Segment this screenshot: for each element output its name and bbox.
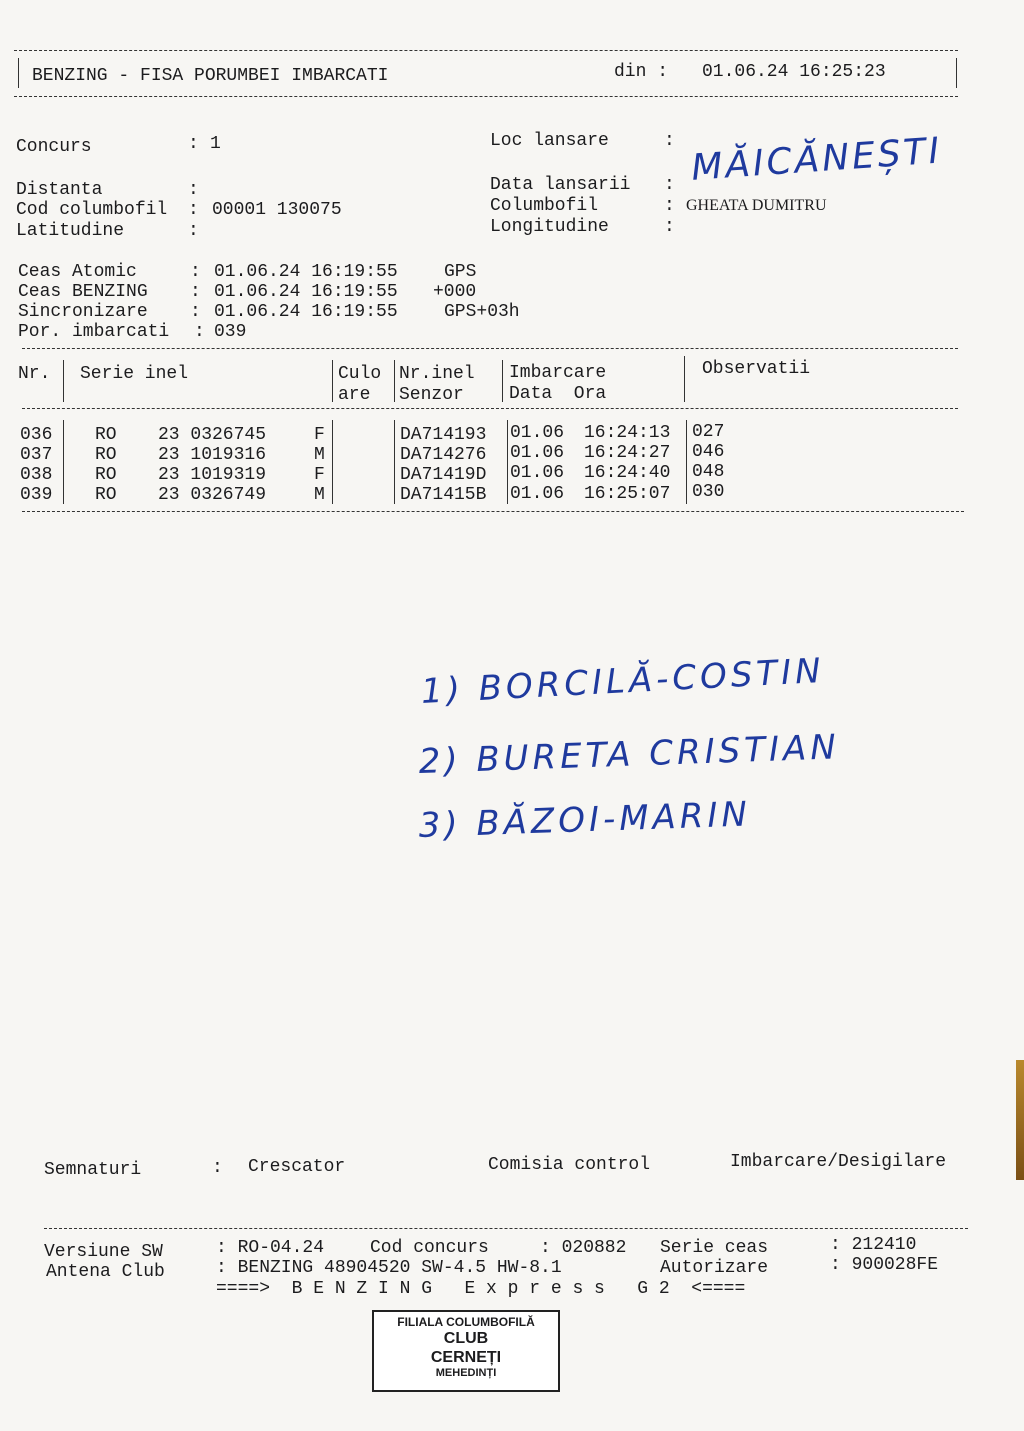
cod-columbofil-sep: : xyxy=(188,200,199,220)
header-datetime: 01.06.24 16:25:23 xyxy=(702,62,886,82)
row-senzor: DA71415B xyxy=(400,485,487,505)
serie-ceas-value: : 212410 xyxy=(830,1235,917,1255)
row-senzor: DA714193 xyxy=(400,425,487,445)
row-data: 01.06 xyxy=(510,443,565,463)
signature-imbarcare: Imbarcare/Desigilare xyxy=(730,1152,947,1172)
clock-sep: : xyxy=(190,302,201,322)
row-sex: F xyxy=(314,425,325,445)
row-data: 01.06 xyxy=(510,463,565,483)
antena-value: : BENZING 48904520 SW-4.5 HW-8.1 xyxy=(216,1258,562,1278)
table-bottom-rule xyxy=(22,511,964,512)
clock-sep: : xyxy=(190,262,201,282)
concurs-sep: : xyxy=(188,134,199,154)
serie-ceas-label: Serie ceas xyxy=(660,1238,769,1258)
concurs-value: 1 xyxy=(210,134,221,154)
header-nr: Nr. xyxy=(18,364,51,384)
data-lansarii-sep: : xyxy=(664,175,675,195)
latitudine-label: Latitudine xyxy=(16,221,125,241)
column-divider xyxy=(684,356,685,402)
column-divider xyxy=(394,360,395,402)
row-ora: 16:24:13 xyxy=(584,423,671,443)
column-divider xyxy=(63,420,64,504)
express-line: ====> B E N Z I N G E x p r e s s G 2 <==== xyxy=(216,1279,746,1299)
longitudine-sep: : xyxy=(664,217,675,237)
row-country: RO xyxy=(95,445,117,465)
table-header-rule xyxy=(22,408,958,409)
header-din-label: din : xyxy=(614,62,669,82)
signature-crescator: Crescator xyxy=(248,1157,346,1177)
header-nr-inel: Nr.inel xyxy=(399,364,475,384)
header-imbarcare: Imbarcare xyxy=(509,363,607,383)
row-country: RO xyxy=(95,465,117,485)
column-divider xyxy=(332,360,333,402)
semnaturi-label: Semnaturi xyxy=(44,1160,142,1180)
handwritten-name: 1) BORCILĂ-COSTIN xyxy=(420,650,826,712)
clock-extra: GPS xyxy=(444,262,477,282)
cod-concurs-label: Cod concurs xyxy=(370,1238,489,1258)
club-stamp xyxy=(372,1310,560,1392)
stamp-line: MEHEDINȚI xyxy=(435,1367,497,1379)
row-data: 01.06 xyxy=(510,423,565,443)
column-divider xyxy=(394,420,395,504)
header-culoare-1: Culo xyxy=(338,364,382,384)
row-obs: 027 xyxy=(692,422,725,442)
stamp-line: FILIALA COLUMBOFILĂ xyxy=(397,1315,535,1329)
column-divider xyxy=(502,360,503,402)
por-imbarcati-label: Por. imbarcati xyxy=(18,322,170,342)
autorizare-label: Autorizare xyxy=(660,1258,769,1278)
row-obs: 030 xyxy=(692,482,725,502)
header-bottom-rule xyxy=(14,96,958,97)
columbofil-label: Columbofil xyxy=(490,196,599,216)
row-nr: 039 xyxy=(20,485,53,505)
clock-extra: +000 xyxy=(433,282,477,302)
column-divider xyxy=(63,360,64,402)
row-country: RO xyxy=(95,425,117,445)
footer-rule xyxy=(44,1228,968,1229)
row-sex: M xyxy=(314,485,325,505)
row-country: RO xyxy=(95,485,117,505)
row-serie: 23 1019319 xyxy=(158,465,267,485)
clock-value: 01.06.24 16:19:55 xyxy=(214,282,398,302)
document-title: BENZING - FISA PORUMBEI IMBARCATI xyxy=(32,66,389,86)
stamp-line: CERNEȚI xyxy=(430,1349,502,1366)
row-sex: F xyxy=(314,465,325,485)
handwritten-name: 2) BURETA CRISTIAN xyxy=(418,727,841,782)
cod-columbofil-value: 00001 130075 xyxy=(212,200,342,220)
clock-label: Ceas Atomic xyxy=(18,262,137,282)
table-top-rule xyxy=(22,348,958,349)
scan-edge xyxy=(1016,1060,1024,1180)
clock-extra: GPS+03h xyxy=(444,302,520,322)
data-lansarii-label: Data lansarii xyxy=(490,175,631,195)
header-observatii: Observatii xyxy=(702,359,811,379)
clock-value: 01.06.24 16:19:55 xyxy=(214,302,398,322)
header-culoare-2: are xyxy=(338,385,371,405)
header-left-border xyxy=(18,58,19,88)
row-serie: 23 0326745 xyxy=(158,425,267,445)
semnaturi-sep: : xyxy=(212,1158,223,1178)
row-ora: 16:24:40 xyxy=(584,463,671,483)
handwritten-name: 3) BĂZOI-MARIN xyxy=(418,794,752,846)
row-obs: 048 xyxy=(692,462,725,482)
versiune-value: : RO-04.24 xyxy=(216,1238,325,1258)
autorizare-value: : 900028FE xyxy=(830,1255,939,1275)
distanta-label: Distanta xyxy=(16,180,103,200)
handwritten-location: MĂICĂNEȘTI xyxy=(690,130,944,189)
clock-label: Sincronizare xyxy=(18,302,148,322)
row-nr: 037 xyxy=(20,445,53,465)
header-top-rule xyxy=(14,50,958,51)
columbofil-value: GHEATA DUMITRU xyxy=(686,197,827,214)
header-senzor: Senzor xyxy=(399,385,464,405)
stamp-line: CLUB xyxy=(443,1330,489,1347)
header-serie-inel: Serie inel xyxy=(80,364,189,384)
row-data: 01.06 xyxy=(510,484,565,504)
header-data-ora: Data Ora xyxy=(509,384,607,404)
row-obs: 046 xyxy=(692,442,725,462)
row-sex: M xyxy=(314,445,325,465)
column-divider xyxy=(332,420,333,504)
distanta-sep: : xyxy=(188,180,199,200)
row-ora: 16:25:07 xyxy=(584,484,671,504)
cod-columbofil-label: Cod columbofil xyxy=(16,200,168,220)
clock-sep: : xyxy=(194,322,205,342)
clock-label: Ceas BENZING xyxy=(18,282,148,302)
header-right-border xyxy=(956,58,957,88)
row-senzor: DA714276 xyxy=(400,445,487,465)
row-serie: 23 1019316 xyxy=(158,445,267,465)
row-senzor: DA71419D xyxy=(400,465,487,485)
columbofil-sep: : xyxy=(664,196,675,216)
column-divider xyxy=(507,420,508,504)
loc-lansare-sep: : xyxy=(664,131,675,151)
cod-concurs-value: : 020882 xyxy=(540,1238,627,1258)
loc-lansare-label: Loc lansare xyxy=(490,131,609,151)
row-nr: 038 xyxy=(20,465,53,485)
row-ora: 16:24:27 xyxy=(584,443,671,463)
row-nr: 036 xyxy=(20,425,53,445)
signature-comisia: Comisia control xyxy=(488,1155,651,1175)
column-divider xyxy=(686,420,687,504)
por-imbarcati-value: 039 xyxy=(214,322,247,342)
latitudine-sep: : xyxy=(188,221,199,241)
row-serie: 23 0326749 xyxy=(158,485,267,505)
longitudine-label: Longitudine xyxy=(490,217,609,237)
versiune-label: Versiune SW xyxy=(44,1242,163,1262)
clock-value: 01.06.24 16:19:55 xyxy=(214,262,398,282)
clock-sep: : xyxy=(190,282,201,302)
concurs-label: Concurs xyxy=(16,137,92,157)
antena-label: Antena Club xyxy=(46,1262,165,1282)
